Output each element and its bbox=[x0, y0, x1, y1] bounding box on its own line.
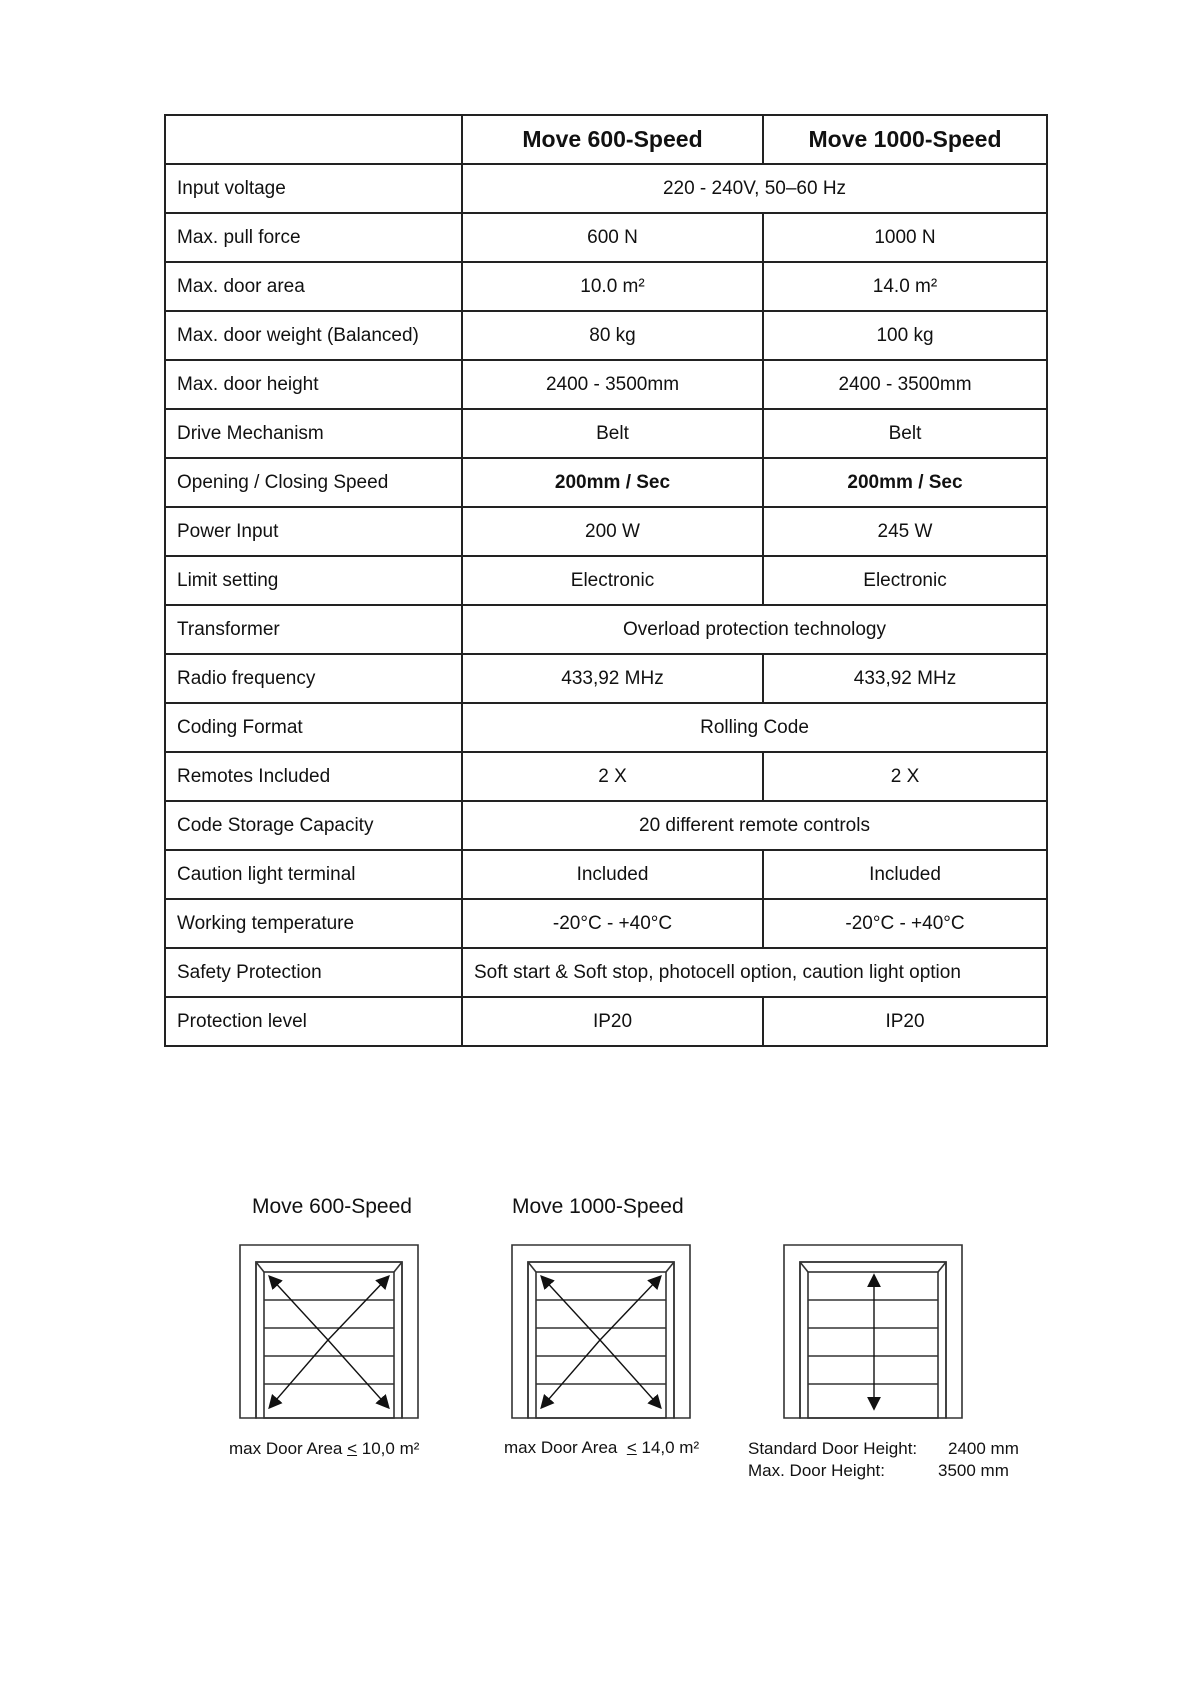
spec-value-shared: Overload protection technology bbox=[462, 605, 1047, 654]
spec-row bbox=[165, 703, 1047, 752]
caption-600-prefix: max Door Area bbox=[229, 1439, 348, 1458]
caption-1000-value: 14,0 m² bbox=[636, 1438, 700, 1457]
spec-table-body bbox=[165, 164, 1047, 1046]
spec-row bbox=[165, 948, 1047, 997]
header-move-1000: Move 1000-Speed bbox=[763, 115, 1047, 164]
door-diagram-height bbox=[782, 1243, 964, 1420]
spec-value-1000: Included bbox=[763, 850, 1047, 899]
caption-600-value: 10,0 m² bbox=[357, 1439, 420, 1458]
spec-label: Drive Mechanism bbox=[165, 409, 462, 458]
spec-value-600: 200 W bbox=[462, 507, 763, 556]
spec-label: Max. door height bbox=[165, 360, 462, 409]
spec-label: Max. door weight (Balanced) bbox=[165, 311, 462, 360]
spec-label: Power Input bbox=[165, 507, 462, 556]
spec-value-1000: -20°C - +40°C bbox=[763, 899, 1047, 948]
spec-value-shared: 220 - 240V, 50–60 Hz bbox=[462, 164, 1047, 213]
spec-value-600: 10.0 m² bbox=[462, 262, 763, 311]
spec-label: Caution light terminal bbox=[165, 850, 462, 899]
caption-height-line1 bbox=[748, 1438, 1019, 1460]
spec-value-1000: 14.0 m² bbox=[763, 262, 1047, 311]
spec-value-1000: Belt bbox=[763, 409, 1047, 458]
spec-value-600: -20°C - +40°C bbox=[462, 899, 763, 948]
spec-row bbox=[165, 556, 1047, 605]
spec-value-1000: 433,92 MHz bbox=[763, 654, 1047, 703]
spec-row bbox=[165, 311, 1047, 360]
spec-label: Working temperature bbox=[165, 899, 462, 948]
door-diagram-600 bbox=[238, 1243, 420, 1420]
spec-value-600: IP20 bbox=[462, 997, 763, 1046]
spec-row bbox=[165, 164, 1047, 213]
spec-row bbox=[165, 654, 1047, 703]
spec-row bbox=[165, 213, 1047, 262]
spec-row bbox=[165, 752, 1047, 801]
spec-row bbox=[165, 409, 1047, 458]
spec-value-600: 600 N bbox=[462, 213, 763, 262]
spec-label: Remotes Included bbox=[165, 752, 462, 801]
spec-value-600: 2 X bbox=[462, 752, 763, 801]
spec-label: Code Storage Capacity bbox=[165, 801, 462, 850]
spec-label: Safety Protection bbox=[165, 948, 462, 997]
diagram-title-600: Move 600-Speed bbox=[252, 1195, 412, 1218]
diagram-title-1000: Move 1000-Speed bbox=[512, 1195, 684, 1218]
header-move-600: Move 600-Speed bbox=[462, 115, 763, 164]
caption-600 bbox=[229, 1439, 419, 1459]
header-row bbox=[165, 115, 1047, 164]
spec-row bbox=[165, 605, 1047, 654]
spec-value-1000: 1000 N bbox=[763, 213, 1047, 262]
spec-table bbox=[164, 114, 1048, 1047]
header-empty bbox=[165, 115, 462, 164]
spec-value-1000: IP20 bbox=[763, 997, 1047, 1046]
spec-label: Radio frequency bbox=[165, 654, 462, 703]
standard-height-value: 2400 mm bbox=[948, 1439, 1019, 1458]
spec-value-shared: Soft start & Soft stop, photocell option, caution light option bbox=[462, 948, 1047, 997]
door-diagram-1000 bbox=[510, 1243, 692, 1420]
spec-value-shared: Rolling Code bbox=[462, 703, 1047, 752]
caption-1000-prefix: max Door Area bbox=[504, 1438, 627, 1457]
caption-600-symbol: < bbox=[347, 1439, 358, 1458]
caption-height bbox=[748, 1438, 1019, 1482]
spec-row bbox=[165, 507, 1047, 556]
spec-value-shared: 20 different remote controls bbox=[462, 801, 1047, 850]
spec-label: Max. pull force bbox=[165, 213, 462, 262]
caption-1000-symbol: < bbox=[626, 1438, 637, 1457]
spec-label: Transformer bbox=[165, 605, 462, 654]
spec-label: Input voltage bbox=[165, 164, 462, 213]
spec-value-1000: 200mm / Sec bbox=[763, 458, 1047, 507]
spec-label: Opening / Closing Speed bbox=[165, 458, 462, 507]
spec-value-1000: 2 X bbox=[763, 752, 1047, 801]
caption-height-line2 bbox=[748, 1460, 1019, 1482]
spec-label: Coding Format bbox=[165, 703, 462, 752]
spec-value-600: 2400 - 3500mm bbox=[462, 360, 763, 409]
spec-value-600: 80 kg bbox=[462, 311, 763, 360]
spec-value-600: 433,92 MHz bbox=[462, 654, 763, 703]
spec-value-1000: 100 kg bbox=[763, 311, 1047, 360]
max-height-value: 3500 mm bbox=[938, 1461, 1009, 1480]
spec-row bbox=[165, 850, 1047, 899]
spec-value-600: Included bbox=[462, 850, 763, 899]
standard-height-label: Standard Door Height: bbox=[748, 1439, 918, 1458]
spec-value-600: 200mm / Sec bbox=[462, 458, 763, 507]
spec-label: Max. door area bbox=[165, 262, 462, 311]
spec-value-600: Electronic bbox=[462, 556, 763, 605]
spec-row bbox=[165, 360, 1047, 409]
spec-value-1000: 245 W bbox=[763, 507, 1047, 556]
spec-row bbox=[165, 801, 1047, 850]
caption-1000 bbox=[504, 1438, 699, 1458]
spec-label: Protection level bbox=[165, 997, 462, 1046]
max-height-label: Max. Door Height: bbox=[748, 1461, 885, 1480]
spec-row bbox=[165, 899, 1047, 948]
spec-value-600: Belt bbox=[462, 409, 763, 458]
spec-row bbox=[165, 458, 1047, 507]
spec-value-1000: Electronic bbox=[763, 556, 1047, 605]
spec-row bbox=[165, 997, 1047, 1046]
spec-value-1000: 2400 - 3500mm bbox=[763, 360, 1047, 409]
spec-row bbox=[165, 262, 1047, 311]
spec-label: Limit setting bbox=[165, 556, 462, 605]
